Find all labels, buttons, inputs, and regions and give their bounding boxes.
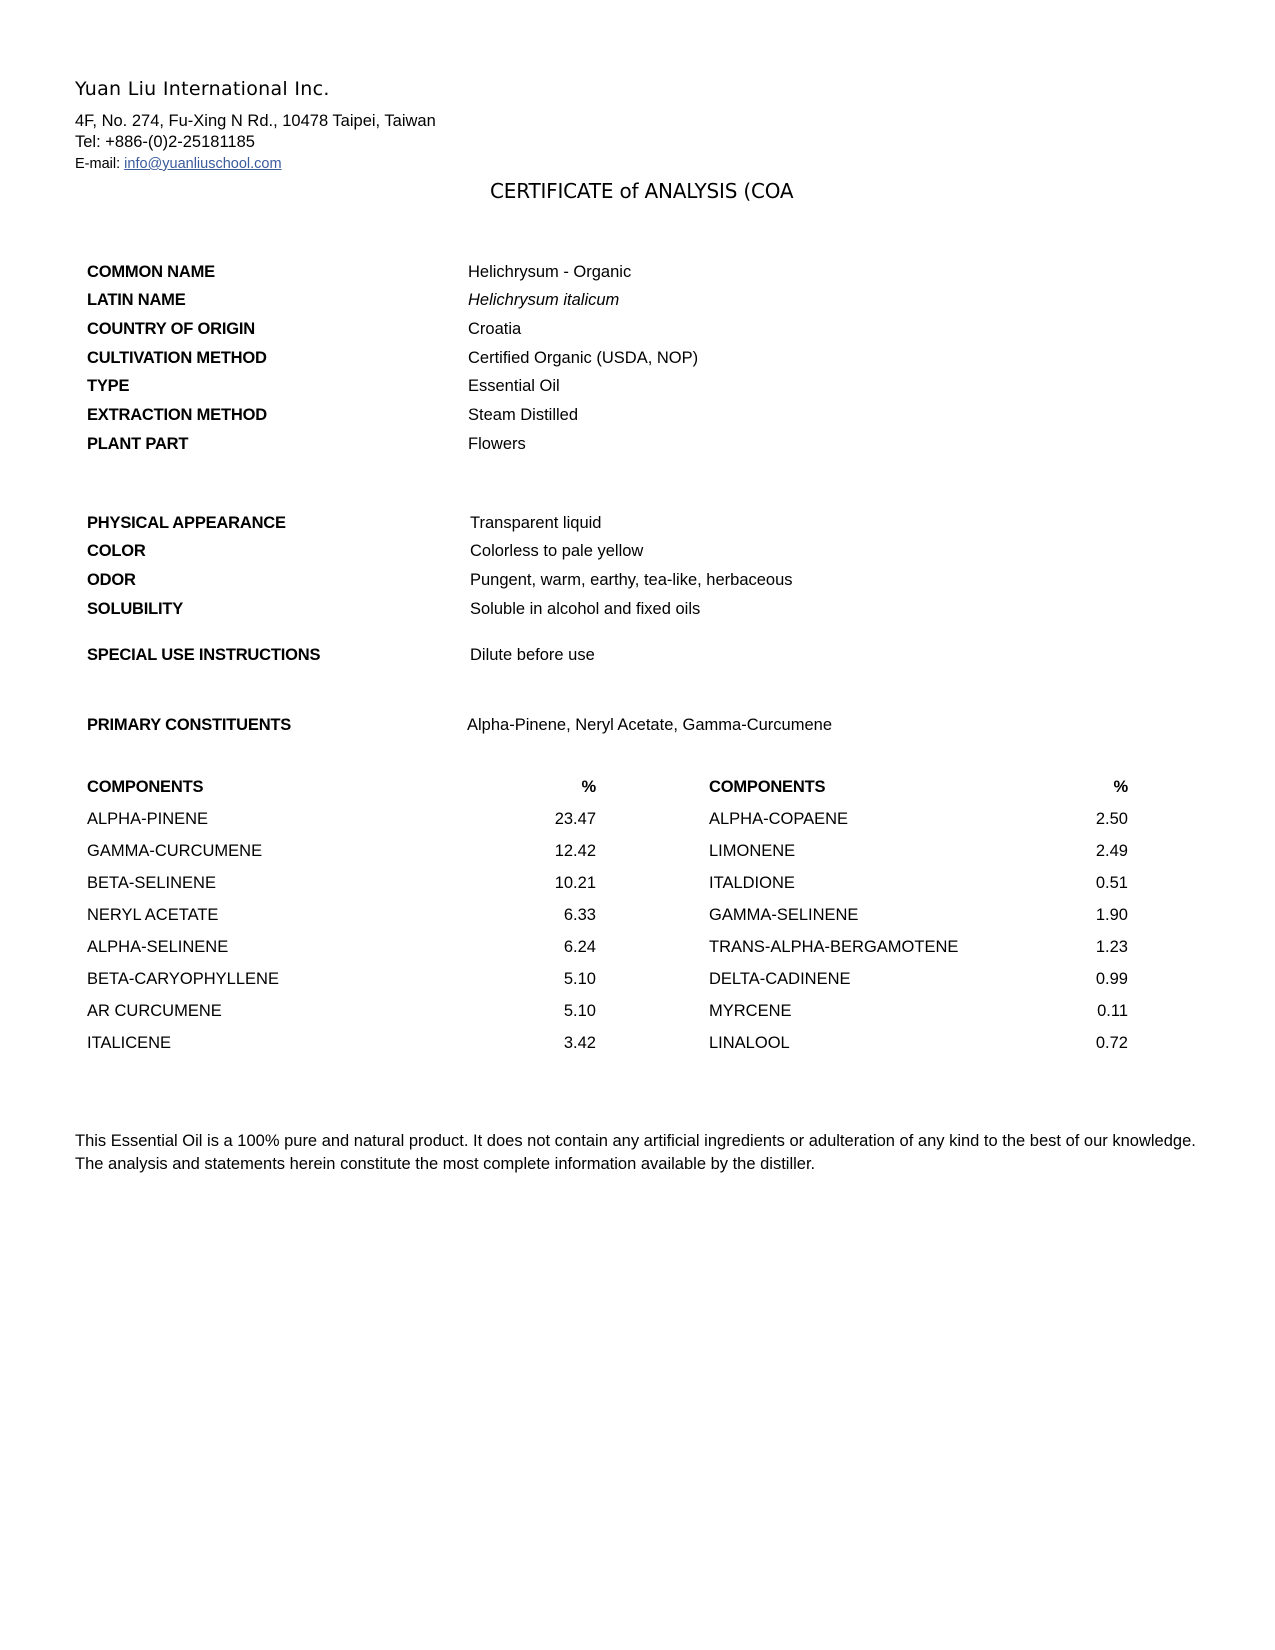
company-name: Yuan Liu International Inc.: [75, 78, 330, 100]
info-value: Helichrysum italicum: [468, 291, 620, 309]
physical-row-solubility: [0, 600, 1275, 624]
document-title: CERTIFICATE of ANALYSIS (COA: [490, 179, 794, 203]
percent-header-left: %: [581, 778, 596, 796]
info-label: COMMON NAME: [87, 263, 215, 281]
component-name: ALPHA-PINENE: [87, 810, 209, 828]
component-percent: 0.99: [1095, 970, 1128, 988]
info-row-country-of-origin: [0, 320, 1275, 344]
primary-constituents-value: Alpha-Pinene, Neryl Acetate, Gamma-Curcumene: [467, 716, 832, 734]
info-label: PLANT PART: [87, 435, 189, 453]
info-row-type: [0, 377, 1275, 401]
info-value: Essential Oil: [468, 377, 560, 395]
primary-constituents-label: PRIMARY CONSTITUENTS: [87, 716, 292, 734]
component-percent: 2.49: [1095, 842, 1128, 860]
component-name: ITALDIONE: [709, 874, 795, 892]
email-link[interactable]: info@yuanliuschool.com: [124, 156, 282, 172]
component-percent: 0.11: [1097, 1002, 1128, 1020]
info-label: EXTRACTION METHOD: [87, 406, 267, 424]
physical-row-odor: [0, 571, 1275, 595]
company-email-line: [75, 156, 282, 172]
component-percent: 0.51: [1095, 874, 1128, 892]
info-value: Steam Distilled: [468, 406, 579, 424]
component-name: BETA-SELINENE: [87, 874, 216, 892]
physical-label: SOLUBILITY: [87, 600, 184, 618]
percent-header-right: %: [1113, 778, 1128, 796]
special-use-label: SPECIAL USE INSTRUCTIONS: [87, 646, 321, 664]
physical-label: PHYSICAL APPEARANCE: [87, 514, 286, 532]
component-percent: 5.10: [563, 1002, 596, 1020]
component-percent: 6.24: [563, 938, 596, 956]
company-phone: Tel: +886-(0)2-25181185: [75, 133, 255, 151]
component-percent: 5.10: [563, 970, 596, 988]
component-percent: 10.21: [554, 874, 596, 892]
component-percent: 6.33: [563, 906, 596, 924]
info-row-common-name: [0, 263, 1275, 287]
physical-row-appearance: [0, 514, 1275, 538]
primary-constituents-row: [0, 716, 1275, 740]
info-label: CULTIVATION METHOD: [87, 349, 267, 367]
component-name: DELTA-CADINENE: [709, 970, 851, 988]
email-label: E-mail:: [75, 156, 125, 172]
physical-value: Pungent, warm, earthy, tea-like, herbaceous: [470, 571, 793, 589]
component-name: ITALICENE: [87, 1034, 172, 1052]
info-value: Croatia: [468, 320, 522, 338]
component-name: AR CURCUMENE: [87, 1002, 222, 1020]
company-address: 4F, No. 274, Fu-Xing N Rd., 10478 Taipei, Taiwan: [75, 112, 436, 130]
info-label: COUNTRY OF ORIGIN: [87, 320, 256, 338]
physical-value: Colorless to pale yellow: [470, 542, 644, 560]
physical-label: ODOR: [87, 571, 136, 589]
component-name: MYRCENE: [709, 1002, 792, 1020]
physical-label: COLOR: [87, 542, 146, 560]
component-name: BETA-CARYOPHYLLENE: [87, 970, 279, 988]
physical-row-color: [0, 542, 1275, 566]
special-use-value: Dilute before use: [470, 646, 595, 664]
component-name: NERYL ACETATE: [87, 906, 219, 924]
component-name: GAMMA-SELINENE: [709, 906, 859, 924]
purity-statement: This Essential Oil is a 100% pure and natural product. It does not contain any artificial ingredients or adulteration of any kind to the best of our knowledge. The analysis and statements herein constitute the most complete information available by the distiller.: [75, 1132, 1196, 1173]
components-header-left: COMPONENTS: [87, 778, 204, 796]
component-percent: 12.42: [554, 842, 596, 860]
component-percent: 1.23: [1095, 938, 1128, 956]
component-percent: 2.50: [1095, 810, 1128, 828]
component-percent: 0.72: [1095, 1034, 1128, 1052]
component-percent: 3.42: [563, 1034, 596, 1052]
info-row-extraction-method: [0, 406, 1275, 430]
component-name: TRANS-ALPHA-BERGAMOTENE: [709, 938, 959, 956]
physical-value: Transparent liquid: [470, 514, 602, 532]
component-name: GAMMA-CURCUMENE: [87, 842, 263, 860]
info-label: TYPE: [87, 377, 130, 395]
info-label: LATIN NAME: [87, 291, 186, 309]
component-name: LINALOOL: [709, 1034, 790, 1052]
info-value: Certified Organic (USDA, NOP): [468, 349, 699, 367]
component-name: ALPHA-SELINENE: [87, 938, 229, 956]
component-percent: 23.47: [554, 810, 596, 828]
info-value: Flowers: [468, 435, 526, 453]
components-header-right: COMPONENTS: [709, 778, 826, 796]
info-value: Helichrysum - Organic: [468, 263, 632, 281]
component-name: ALPHA-COPAENE: [709, 810, 849, 828]
info-row-cultivation-method: [0, 349, 1275, 373]
component-name: LIMONENE: [709, 842, 796, 860]
component-percent: 1.90: [1095, 906, 1128, 924]
info-row-latin-name: [0, 291, 1275, 315]
physical-value: Soluble in alcohol and fixed oils: [470, 600, 701, 618]
info-row-plant-part: [0, 435, 1275, 459]
special-use-row: [0, 646, 1275, 670]
